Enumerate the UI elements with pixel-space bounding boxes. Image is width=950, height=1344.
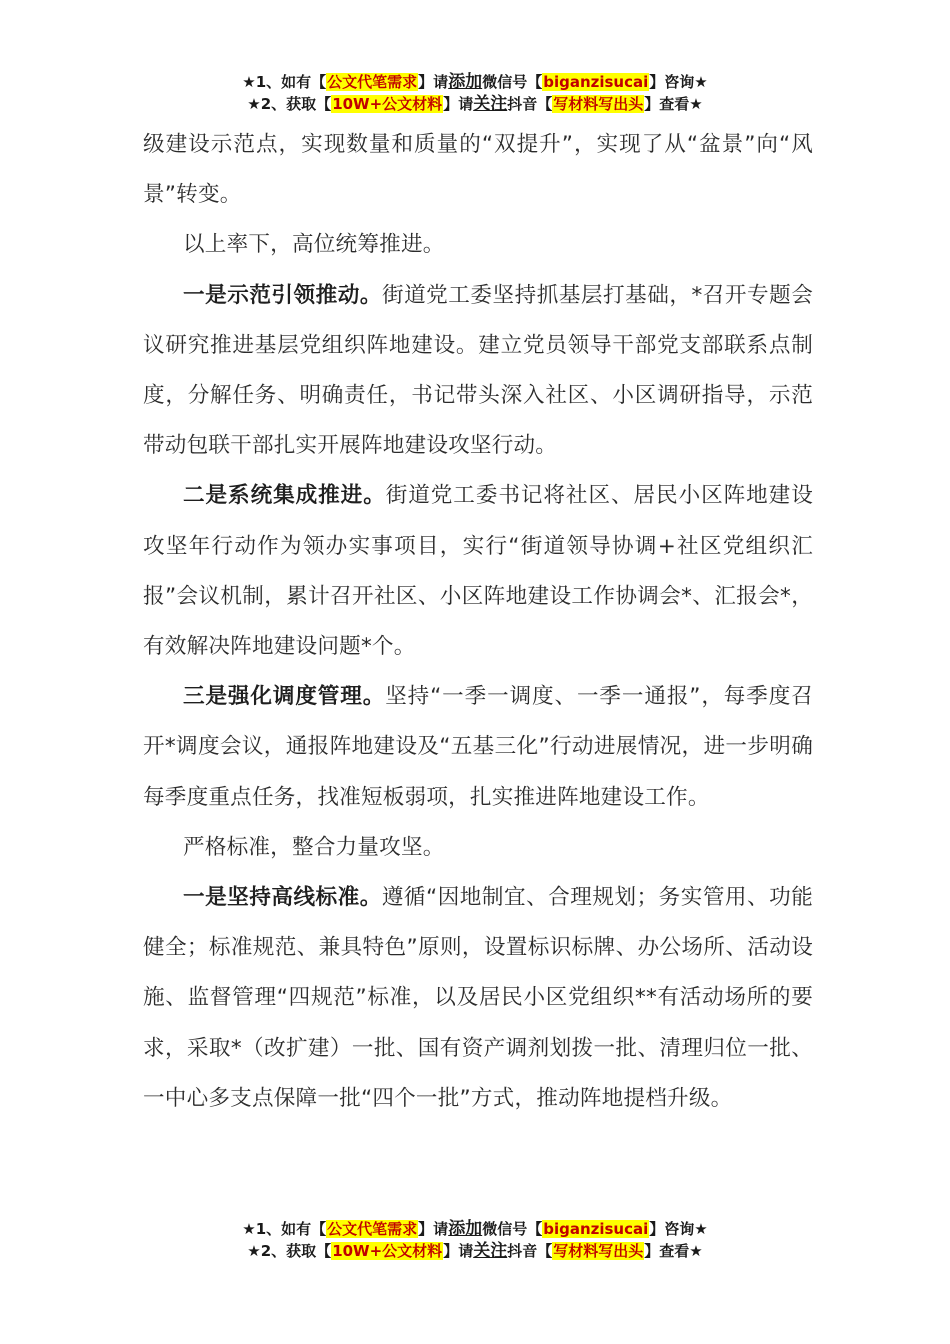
paragraph-text: 严格标准，整合力量攻坚。 [183, 834, 445, 860]
banner-text: 】查看★ [644, 95, 703, 113]
banner-underlined-text: 关注 [473, 1241, 508, 1261]
banner-line-2 [0, 1240, 950, 1262]
paragraph-lead: 二是系统集成推进。 [183, 483, 386, 509]
banner-highlight: 公文代笔需求 [327, 73, 418, 91]
paragraph-3 [143, 271, 813, 472]
banner-text: ★2、获取【 [247, 1242, 332, 1260]
paragraph-5 [143, 672, 813, 823]
paragraph-text: 街道党工委书记将社区、居民小区阵地建设攻坚年行动作为领办实事项目，实行“街道领导协调+社区党组织汇报”会议机制，累计召开社区、小区阵地建设工作协调会*、汇报会*，有效解决阵地建设问题*个。 [143, 483, 813, 660]
banner-text: 】咨询★ [649, 73, 708, 91]
paragraph-2 [143, 220, 813, 270]
banner-line-1 [0, 1218, 950, 1240]
paragraph-lead: 三是强化调度管理。 [183, 684, 386, 710]
paragraph-lead: 一是坚持高线标准。 [183, 885, 382, 911]
banner-text: 】请 [443, 95, 474, 113]
banner-line-2 [0, 93, 950, 115]
paragraph-4 [143, 471, 813, 672]
paragraph-text: 以上率下，高位统筹推进。 [183, 232, 445, 258]
banner-text: ★1、如有【 [242, 1220, 327, 1238]
paragraph-lead: 一是示范引领推动。 [183, 282, 382, 308]
paragraph-text: 级建设示范点，实现数量和质量的“双提升”，实现了从“盆景”向“风景”转变。 [143, 132, 813, 208]
banner-text: ★2、获取【 [247, 95, 332, 113]
banner-text: ★1、如有【 [242, 73, 327, 91]
banner-text: 】请 [418, 1220, 449, 1238]
banner-highlight: 写材料写出头 [553, 95, 644, 113]
paragraph-text: 遵循“因地制宜、合理规划；务实管用、功能健全；标准规范、兼具特色”原则，设置标识标牌、办公场所、活动设施、监督管理“四规范”标准，以及居民小区党组织**有活动场所的要求，采取*（改扩建）一批、国有资产调剂划拨一批、清理归位一批、一中心多支点保障一批“四个一批”方式，推动阵地提档升级。 [143, 885, 813, 1111]
banner-text: 】查看★ [644, 1242, 703, 1260]
banner-text: 抖音【 [507, 1242, 553, 1260]
banner-highlight: 公文代笔需求 [327, 1220, 418, 1238]
header-banner [0, 71, 950, 115]
banner-text: 微信号【 [482, 73, 543, 91]
paragraph-text: 坚持“一季一调度、一季一通报”，每季度召开*调度会议，通报阵地建设及“五基三化”行动进展情况，进一步明确每季度重点任务，找准短板弱项，扎实推进阵地建设工作。 [143, 684, 813, 810]
banner-text: 抖音【 [507, 95, 553, 113]
banner-underlined-text: 添加 [448, 72, 483, 92]
banner-text: 微信号【 [482, 1220, 543, 1238]
banner-highlight: biganzisucai [543, 1220, 649, 1238]
banner-text: 】请 [418, 73, 449, 91]
banner-text: 】请 [443, 1242, 474, 1260]
banner-highlight: biganzisucai [543, 73, 649, 91]
banner-highlight: 10W+公文材料 [332, 1242, 443, 1260]
footer-banner [0, 1218, 950, 1262]
banner-underlined-text: 关注 [473, 94, 508, 114]
paragraph-7 [143, 873, 813, 1124]
banner-highlight: 10W+公文材料 [332, 95, 443, 113]
document-body [143, 120, 813, 1124]
banner-line-1 [0, 71, 950, 93]
paragraph-6 [143, 823, 813, 873]
paragraph-1 [143, 120, 813, 220]
banner-text: 】咨询★ [649, 1220, 708, 1238]
banner-underlined-text: 添加 [448, 1219, 483, 1239]
banner-highlight: 写材料写出头 [553, 1242, 644, 1260]
paragraph-text: 街道党工委坚持抓基层打基础，*召开专题会议研究推进基层党组织阵地建设。建立党员领导干部党支部联系点制度，分解任务、明确责任，书记带头深入社区、小区调研指导，示范带动包联干部扎实开展阵地建设攻坚行动。 [143, 282, 813, 459]
